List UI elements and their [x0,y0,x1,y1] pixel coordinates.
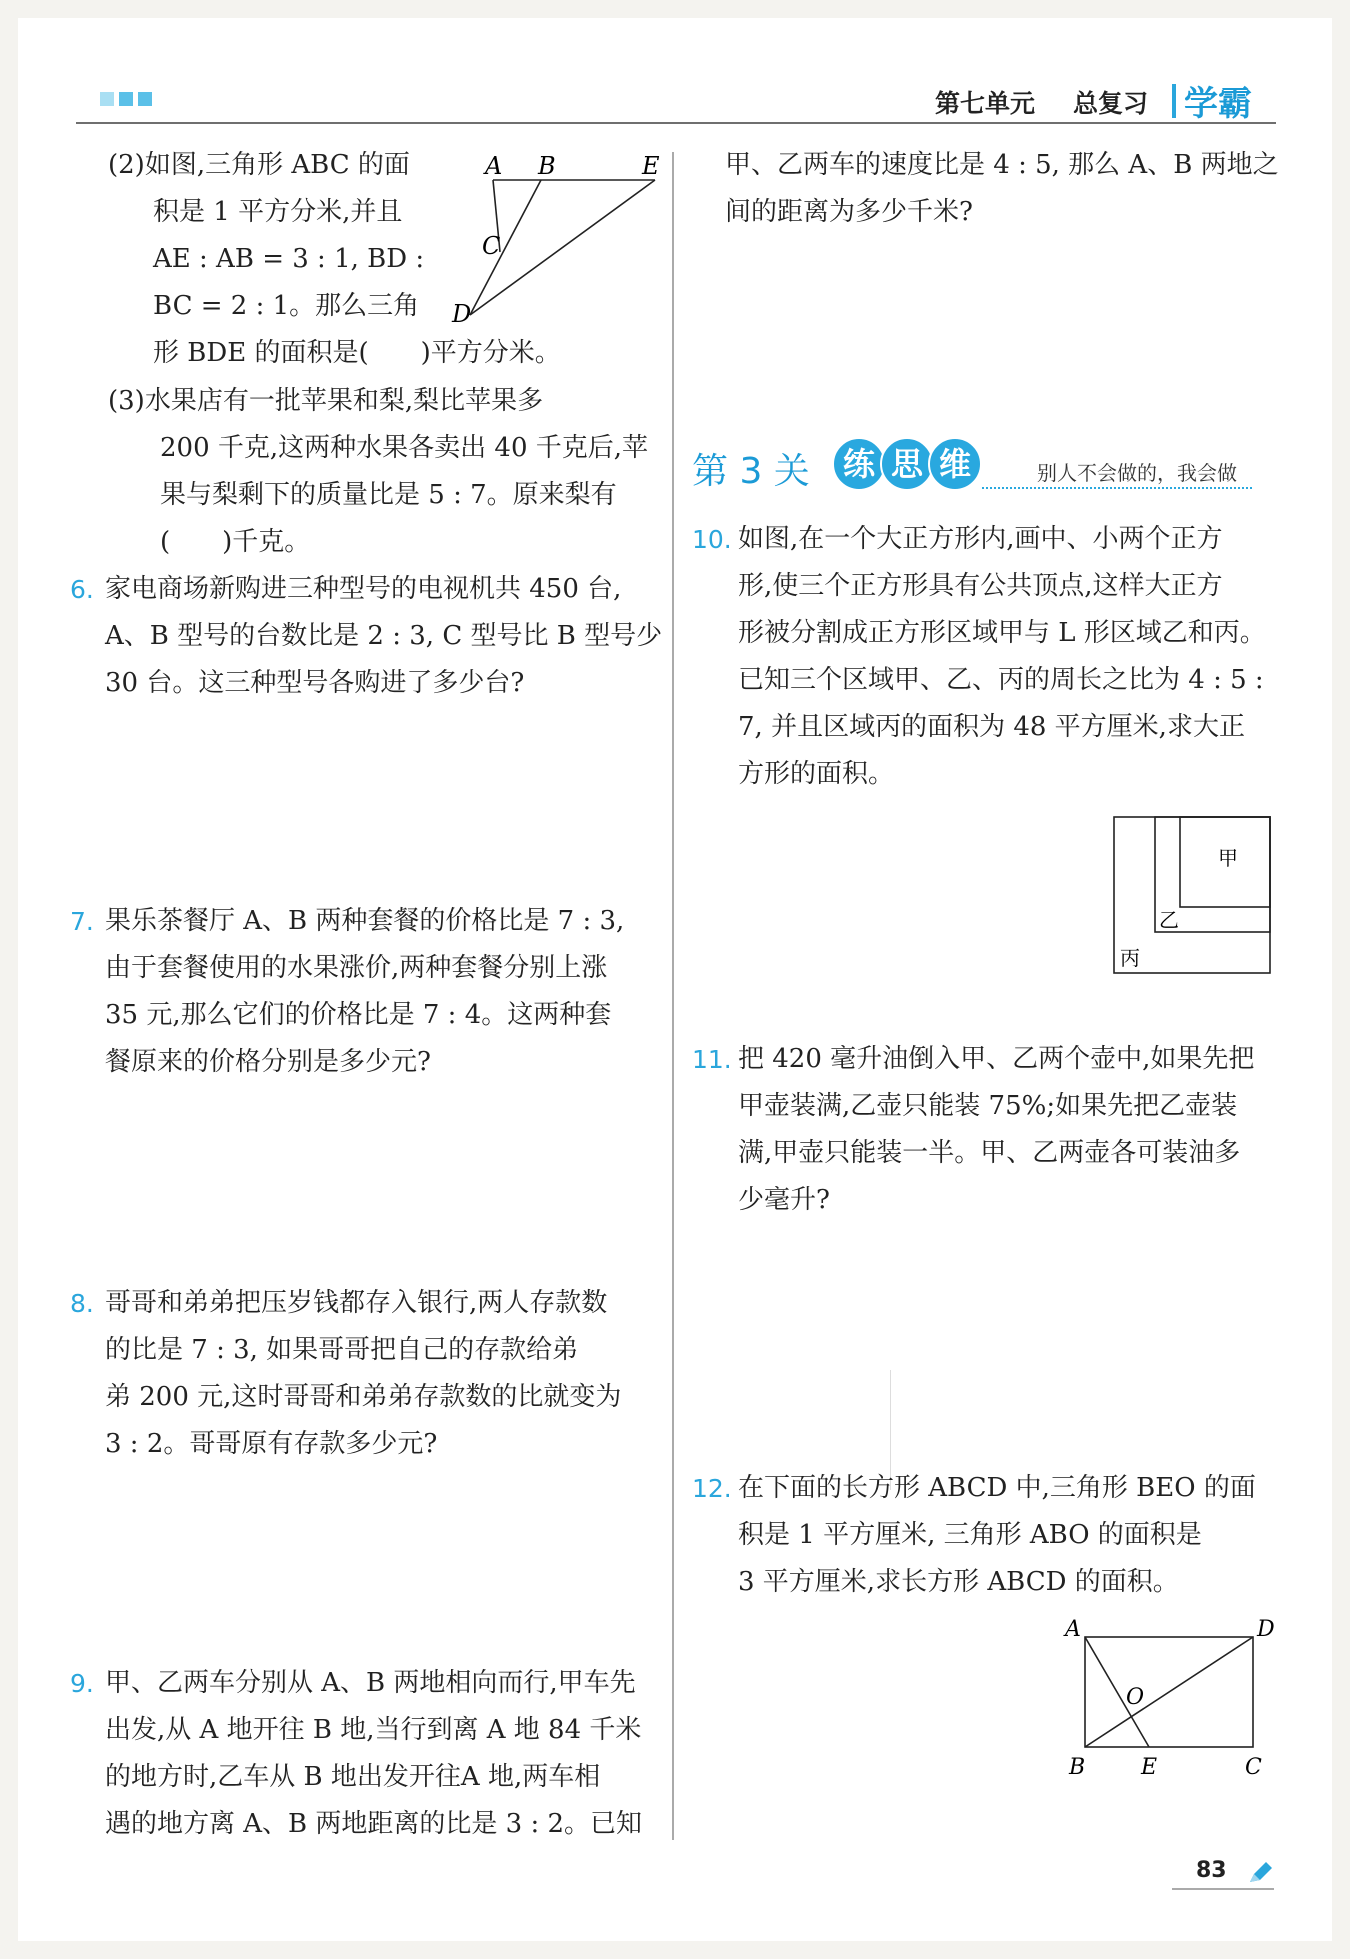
region-bing-label: 丙 [1120,946,1140,970]
header-review: 总复习 [1073,89,1149,118]
rect-label-b: B [1069,1755,1086,1780]
footer-rule [1172,1888,1274,1890]
fig-label-b: B [538,152,556,180]
rect-label-c: C [1245,1755,1262,1780]
question-8-number: 8. [70,1289,94,1318]
fig-label-c: C [482,232,501,260]
column-divider [672,152,674,1840]
triangle-abcde-figure [450,150,670,330]
fig-label-a: A [485,152,503,180]
question-12-number: 12. [692,1474,732,1503]
header-unit: 第七单元 [935,89,1036,118]
section-label: 第 3 关 [692,451,810,492]
header-brand-logo: 学霸 [1184,84,1252,124]
fig-label-d: D [452,300,472,328]
section-badge: 练 思 维 [832,437,976,491]
region-yi-label: 乙 [1159,908,1179,932]
fig-label-e: E [642,152,660,180]
pencil-icon [1246,1860,1274,1886]
rect-label-e: E [1141,1755,1158,1780]
question-6-number: 6. [70,575,94,604]
section-header-level-3 [692,437,1262,497]
rect-label-a: A [1065,1617,1081,1642]
rect-label-d: D [1257,1617,1275,1642]
question-7-number: 7. [70,907,94,936]
question-9-number: 9. [70,1669,94,1698]
section-subtitle: 别人不会做的，我会做 [1037,461,1237,485]
region-jia-label: 甲 [1218,846,1238,870]
header-decoration [100,92,152,106]
header-separator [1172,84,1176,118]
nested-squares-figure [1110,815,1275,975]
page-number: 83 [1196,1858,1227,1883]
rectangle-abcd-figure [1055,1612,1285,1787]
question-10-number: 10. [692,525,732,554]
question-11-number: 11. [692,1045,732,1074]
header-rule [76,122,1276,124]
rect-label-o: O [1126,1685,1145,1710]
section-dotted-line [982,487,1252,489]
